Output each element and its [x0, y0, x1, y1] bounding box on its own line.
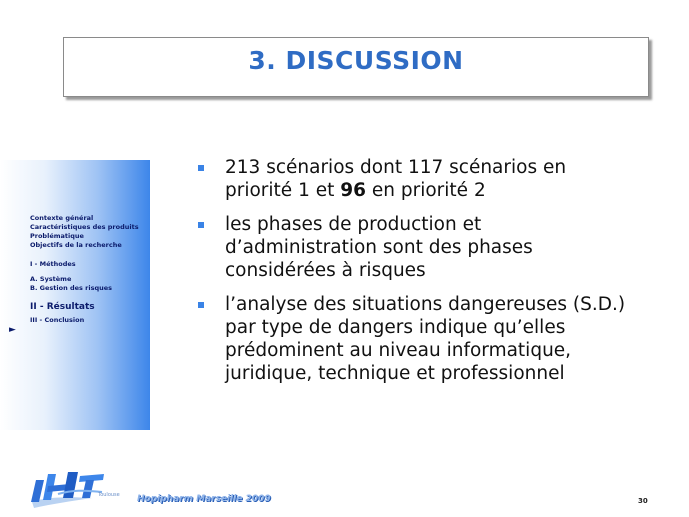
organization-logo: [22, 468, 134, 512]
logo-subtext: Toulouse: [98, 492, 120, 498]
active-arrow-icon: ►: [9, 325, 16, 335]
footer-event-text: Hopipharm Marseille 2009: [137, 494, 271, 504]
bullet-square-icon: [198, 222, 204, 228]
bullet-line: [225, 156, 638, 179]
page-number: 30: [638, 497, 648, 505]
bullet-square-icon: [198, 302, 204, 308]
sidebar-item-methodes[interactable]: I - Méthodes: [30, 260, 76, 268]
bullet-item: [198, 293, 638, 385]
slide-title-box: [63, 37, 649, 97]
bullet-item: [198, 213, 638, 282]
bullet-text: en priorité 2: [366, 180, 486, 201]
sidebar-item-gestion-risques[interactable]: B. Gestion des risques: [30, 284, 113, 292]
bullet-text: l’analyse des situations dangereuses (S.D.) par type de dangers indique qu’elles prédominent au niveau informatique, juridique, technique et professionnel: [225, 294, 626, 384]
sidebar-item-caracteristiques[interactable]: Caractéristiques des produits: [30, 223, 139, 231]
sidebar-item-objectifs[interactable]: Objectifs de la recherche: [30, 241, 122, 249]
slide-content: [198, 156, 638, 396]
bullet-line: [225, 179, 638, 202]
slide-title: 3. DISCUSSION: [248, 45, 464, 75]
sidebar-item-contexte[interactable]: Contexte général: [30, 214, 94, 222]
bullet-bold-number: 96: [340, 180, 366, 201]
sidebar-item-systeme[interactable]: A. Système: [30, 275, 72, 283]
sidebar-item-resultats[interactable]: II - Résultats: [30, 302, 95, 312]
bullet-text: 213 scénarios dont 117 scénarios en: [225, 157, 567, 178]
sidebar-item-problematique[interactable]: Problématique: [30, 232, 84, 240]
bullet-item: [198, 156, 638, 202]
sidebar-menu: [30, 214, 139, 325]
sidebar-item-conclusion[interactable]: III - Conclusion: [30, 316, 85, 324]
bullet-text: les phases de production et d’administration sont des phases considérées à risques: [225, 214, 533, 281]
bullet-text: priorité 1 et: [225, 180, 341, 201]
bullet-square-icon: [198, 165, 204, 171]
